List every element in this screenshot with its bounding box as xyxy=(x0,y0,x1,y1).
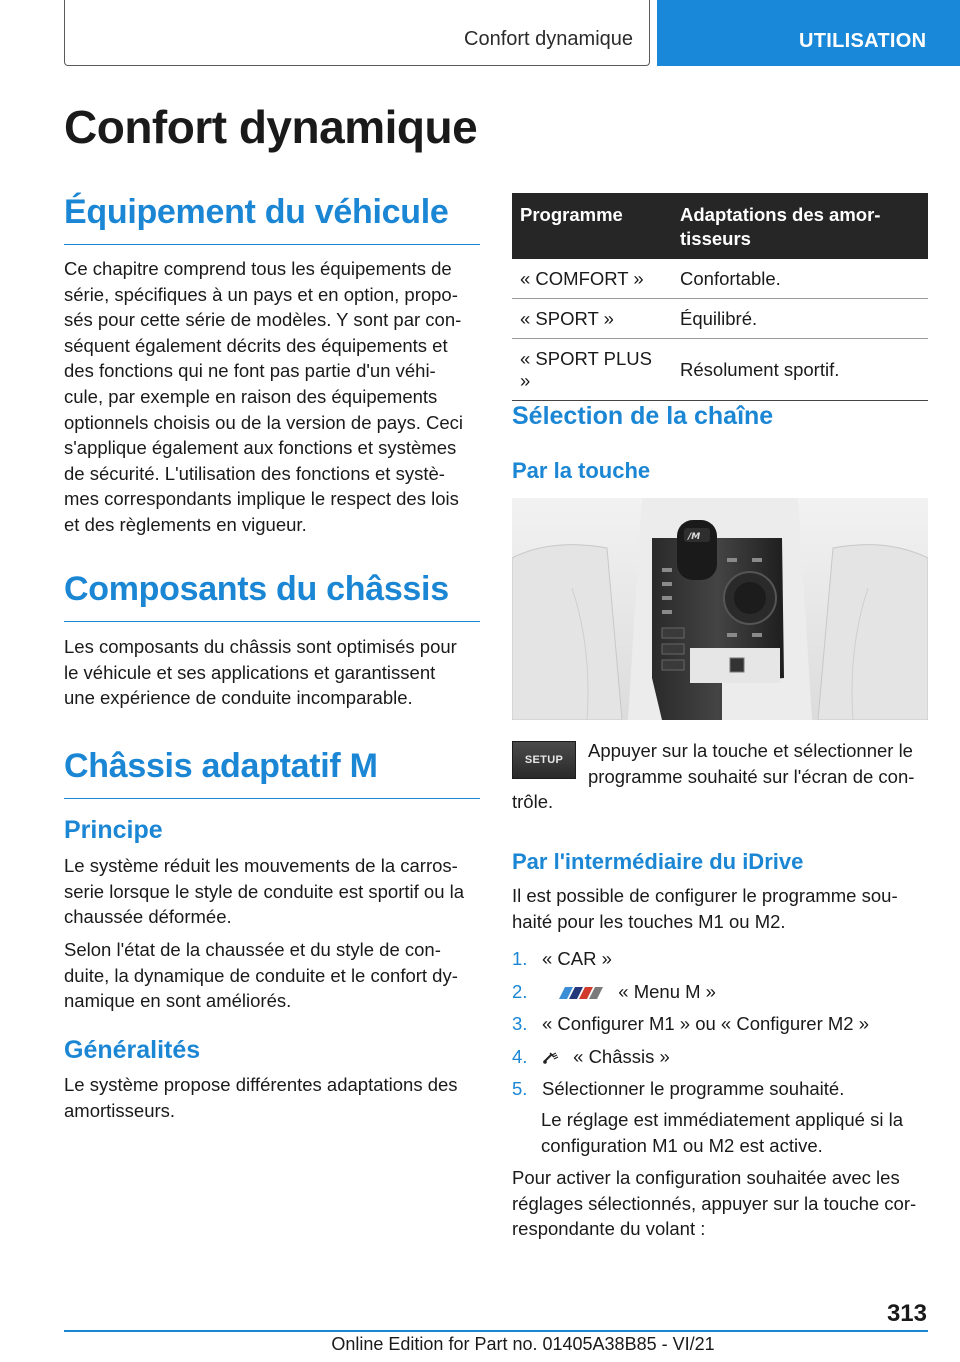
text-line: programme souhaité sur l'écran de con- xyxy=(588,765,915,787)
list-item xyxy=(512,1012,932,1045)
text-line: le véhicule et ses applications et garantissent xyxy=(64,661,436,683)
heading-generalites: Généralités xyxy=(64,1036,201,1064)
text-line: Appuyer sur la touche et sélectionner le xyxy=(588,740,913,761)
table-cell-programme: « SPORT » xyxy=(512,299,672,339)
table-cell-programme: « SPORT PLUS » xyxy=(512,339,672,401)
table-header-programme: Programme xyxy=(512,193,672,259)
text-line: de sécurité. L'utilisation des fonctions et systè- xyxy=(64,462,445,484)
text-line: mes correspondants implique le respect des lois xyxy=(64,488,459,510)
damper-programs-table xyxy=(512,193,928,401)
paragraph-generalites xyxy=(64,1072,484,1123)
text-line: Le réglage est immédiatement appliqué si la xyxy=(541,1109,903,1130)
heading-composants: Composants du châssis xyxy=(64,570,480,622)
header-tab-utilisation[interactable] xyxy=(657,0,960,66)
list-item xyxy=(512,1045,932,1078)
step-number: 3. xyxy=(512,1013,528,1034)
text-line: Ce chapitre comprend tous les équipements de xyxy=(64,258,452,279)
m-logo-icon xyxy=(555,986,605,1000)
text-line: trôle. xyxy=(512,791,554,812)
heading-principe: Principe xyxy=(64,816,163,844)
step-number: 5. xyxy=(512,1078,528,1099)
heading-equipement: Équipement du véhicule xyxy=(64,193,480,245)
heading-par-la-touche: Par la touche xyxy=(512,458,651,483)
text-line: amortisseurs. xyxy=(64,1099,176,1121)
list-item xyxy=(512,947,932,980)
page-title: Confort dynamique xyxy=(64,101,478,153)
table-header-adaptations: Adaptations des amor- tisseurs xyxy=(672,193,928,259)
heading-selection-chaine: Sélection de la chaîne xyxy=(512,402,774,430)
text-line: Il est possible de configurer le programme sou- xyxy=(512,885,898,906)
heading-par-idrive: Par l'intermédiaire du iDrive xyxy=(512,849,804,874)
header-tab-label: UTILISATION xyxy=(799,30,927,52)
text-line: optionnels choisis ou de la version de pays. Ceci xyxy=(64,411,464,433)
text-line: namique en sont améliorés. xyxy=(64,990,292,1012)
text-line: serie lorsque le style de conduite est sportif ou la xyxy=(64,880,465,902)
text-line: sés pour cette série de modèles. Y sont par con- xyxy=(64,309,462,331)
page-number: 313 xyxy=(886,1300,927,1327)
list-item xyxy=(512,1077,932,1110)
text-line: duite, la dynamique de conduite et le confort dy- xyxy=(64,964,458,986)
table-row xyxy=(512,299,928,339)
text-line: configuration M1 ou M2 est active. xyxy=(541,1134,823,1156)
paragraph-setup-part2 xyxy=(512,789,932,815)
text-line: Selon l'état de la chaussée et du style de con- xyxy=(64,939,441,960)
paragraph-idrive xyxy=(512,883,932,934)
text-line: Pour activer la configuration souhaitée avec les xyxy=(512,1167,900,1188)
paragraph-principe-1 xyxy=(64,853,484,930)
text-line: chaussée déformée. xyxy=(64,906,232,928)
table-cell-programme: « COMFORT » xyxy=(512,259,672,299)
header-section-box xyxy=(64,0,650,66)
table-row xyxy=(512,259,928,299)
text-line: des fonctions qui ne font pas partie d'un véhi- xyxy=(64,360,436,382)
footer-divider xyxy=(64,1330,928,1332)
paragraph-closing xyxy=(512,1165,932,1242)
setup-button-icon: SETUP xyxy=(512,741,576,779)
text-line: s'applique également aux fonctions et systèmes xyxy=(64,437,457,459)
paragraph-principe-2 xyxy=(64,937,484,1014)
paragraph-step5-note xyxy=(541,1107,936,1158)
table-cell-adaptation: Équilibré. xyxy=(672,299,928,339)
text-line: séquent également décrits des équipements et xyxy=(64,334,448,356)
text-line: haité pour les touches M1 ou M2. xyxy=(512,910,786,932)
text-line: une expérience de conduite incomparable. xyxy=(64,687,413,709)
table-header-row xyxy=(512,193,928,259)
step-number: 4. xyxy=(512,1045,528,1067)
step-text: Sélectionner le programme souhaité. xyxy=(542,1078,845,1099)
table-cell-adaptation: Confortable. xyxy=(672,259,928,299)
table-row xyxy=(512,339,928,401)
list-item xyxy=(512,980,932,1013)
step-text: « Menu M » xyxy=(618,980,716,1002)
paragraph-composants xyxy=(64,634,484,711)
idrive-steps-list xyxy=(512,947,932,1110)
svg-text:/M: /M xyxy=(688,532,701,542)
paragraph-setup-part1 xyxy=(588,738,933,789)
step-text: « Configurer M1 » ou « Configurer M2 » xyxy=(542,1013,870,1034)
footer-edition: Online Edition for Part no. 01405A38B85 - VI/21 xyxy=(331,1334,715,1354)
text-line: Le système réduit les mouvements de la carros- xyxy=(64,855,458,876)
table-cell-adaptation: Résolument sportif. xyxy=(672,339,928,401)
center-console-illustration xyxy=(512,498,928,720)
text-line: série, spécifiques à un pays et en option, propo- xyxy=(64,283,458,305)
chassis-icon xyxy=(542,1051,560,1065)
heading-chassis-adaptatif: Châssis adaptatif M xyxy=(64,747,480,799)
step-number: 2. xyxy=(512,980,528,1002)
step-number: 1. xyxy=(512,948,528,969)
text-line: cule, par exemple en raison des équipements xyxy=(64,385,438,407)
text-line: Les composants du châssis sont optimisés pour xyxy=(64,636,457,657)
text-line: réglages sélectionnés, appuyer sur la touche cor- xyxy=(512,1192,917,1214)
text-line: respondante du volant : xyxy=(512,1218,706,1240)
paragraph-equipement xyxy=(64,256,484,538)
step-text: « CAR » xyxy=(542,948,612,969)
text-line: Le système propose différentes adaptations des xyxy=(64,1074,458,1095)
text-line: et des règlements en vigueur. xyxy=(64,513,307,535)
center-console-photo xyxy=(512,498,928,720)
step-text: « Châssis » xyxy=(573,1045,670,1067)
header-section-title: Confort dynamique xyxy=(464,28,633,50)
